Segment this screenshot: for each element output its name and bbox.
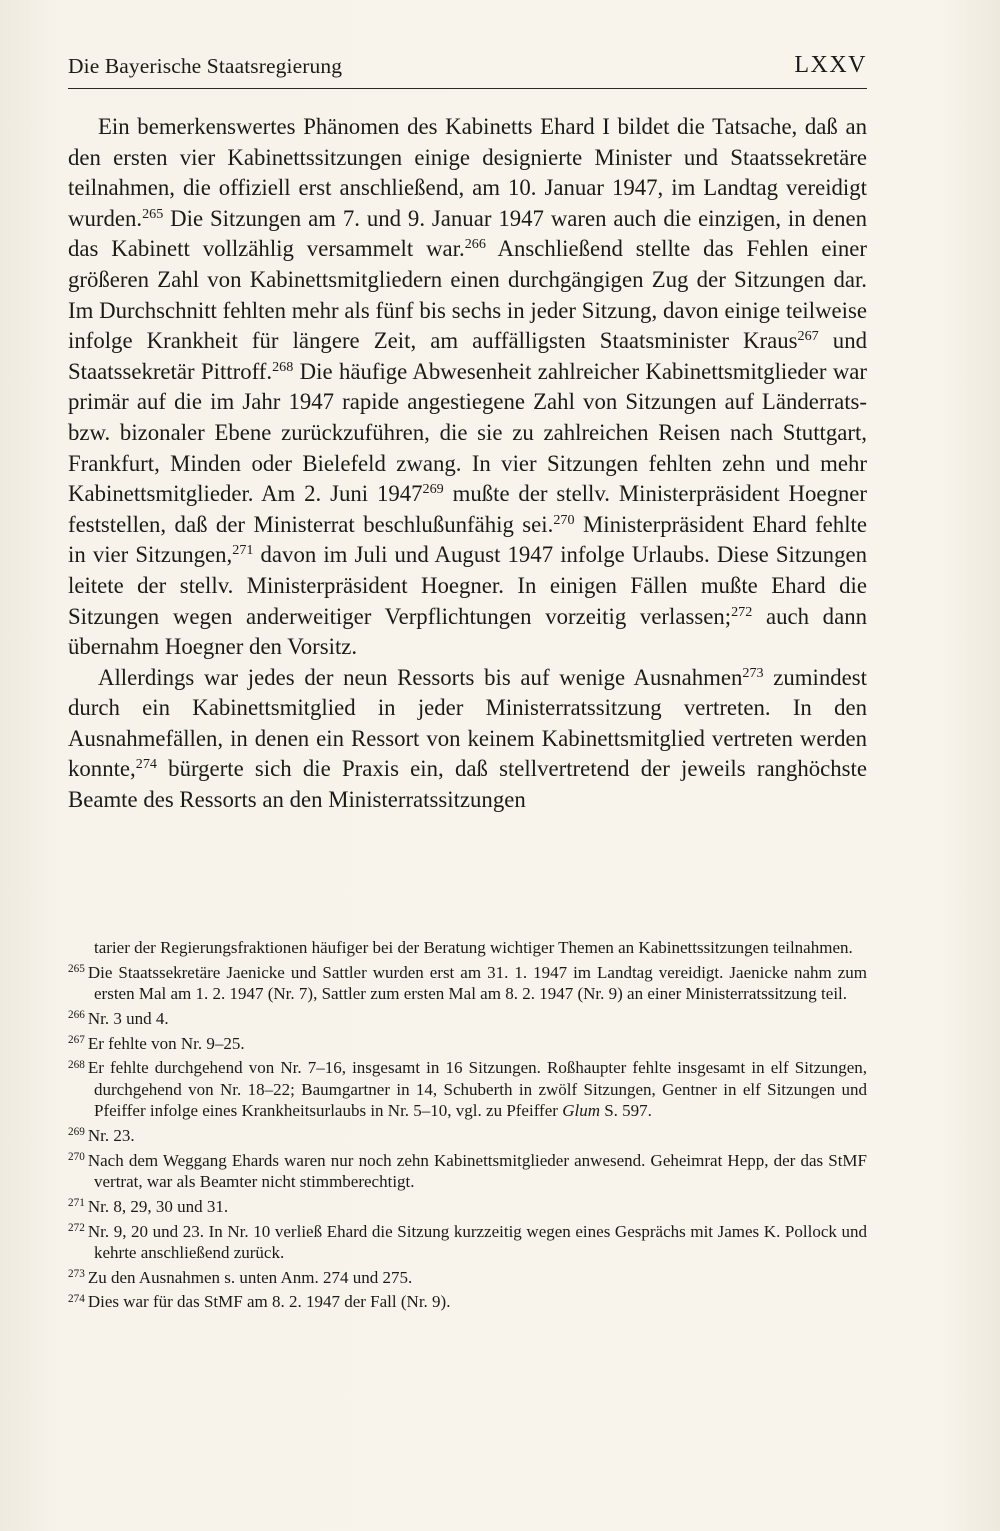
footnote-ref: 274 xyxy=(135,756,157,773)
footnote xyxy=(68,1221,867,1264)
text-run: Allerdings war jedes der neun Ressorts bis auf wenige Ausnahmen xyxy=(98,664,743,690)
text-run: Anschließend stellte das Fehlen einer größeren Zahl von Kabinettsmitgliedern einen durchgängigen Zug der Sitzungen dar. Im Durchschnitt fehlten mehr als fünf bis sechs in jeder Sitzung, davon einige teilweise infolge Krankheit für längere Zeit, am auffälligsten Staatsminister Kraus xyxy=(68,236,867,354)
text-run: davon im Juli und August 1947 infolge Urlaubs. Diese Sitzungen leitete der stellv. Ministerpräsident Hoegner. In einigen Fällen mußte Ehard die Sitzungen wegen anderweitiger Verpflichtungen vorzeitig verlassen; xyxy=(68,542,868,629)
footnote-text: Er fehlte durchgehend von Nr. 7–16, insgesamt in 16 Sitzungen. Roßhaupter fehlte insgesamt in elf Sitzungen, durchgehend von Nr. 18–22; Baumgartner in 14, Schuberth in zwölf Sitzungen, Gentner in elf Sitzungen und Pfeiffer infolge eines Krankheitsurlaubs in Nr. 5–10, vgl. zu Pfeiffer Glum S. 597. xyxy=(87,1058,867,1121)
footnote xyxy=(68,1150,867,1193)
footnote-ref: 266 xyxy=(464,236,486,253)
footnote-number: 265 xyxy=(68,963,85,976)
footnote-list xyxy=(68,962,867,1313)
text-run: Ein bemerkenswertes Phänomen des Kabinetts Ehard I bildet die Tatsache, daß an den ersten vier Kabinettssitzungen einige designierte Minister und Staatssekretäre teilnahmen, die offiziell erst anschließend, am 10. Januar 1947, im Landtag vereidigt wurden. xyxy=(68,114,867,231)
running-head xyxy=(68,48,867,89)
paragraph xyxy=(68,663,867,816)
footnote xyxy=(68,1008,867,1030)
page-number: LXXV xyxy=(794,52,867,78)
text-run: auch dann übernahm Hoegner den Vorsitz. xyxy=(68,603,867,660)
footnote-number: 267 xyxy=(68,1033,85,1046)
footnote xyxy=(68,1057,867,1122)
text-run: bürgerte sich die Praxis ein, daß stellvertretend der jeweils ranghöchste Beamte des Ressorts an den Ministerratssitzungen xyxy=(68,756,867,813)
footnote xyxy=(68,1033,867,1055)
footnote-number: 270 xyxy=(68,1151,85,1164)
text-run: Ministerpräsident Ehard fehlte in vier Sitzungen, xyxy=(68,511,867,568)
footnote-text: Zu den Ausnahmen s. unten Anm. 274 und 275. xyxy=(87,1267,413,1287)
footnote-text: Nach dem Weggang Ehards waren nur noch zehn Kabinettsmitglieder anwesend. Geheimrat Hepp, der das StMF vertrat, war als Beamter nicht stimmberechtigt. xyxy=(87,1150,867,1192)
footnote-text: Er fehlte von Nr. 9–25. xyxy=(87,1033,245,1053)
footnote-text: Nr. 8, 29, 30 und 31. xyxy=(87,1196,229,1216)
footnote-ref: 265 xyxy=(142,206,164,223)
footnote-ref: 273 xyxy=(742,664,764,681)
footnote-ref: 269 xyxy=(422,481,444,498)
text-run: mußte der stellv. Ministerpräsident Hoegner feststellen, daß der Ministerrat beschlußunfähig sei. xyxy=(68,481,867,537)
text-run: zumindest durch ein Kabinettsmitglied in jeder Ministerratssitzung vertreten. In den Ausnahmefällen, in denen ein Ressort von keinem Kabinettsmitglied vertreten werden konnte, xyxy=(68,664,867,782)
footnote-text: Nr. 9, 20 und 23. In Nr. 10 verließ Ehard die Sitzung kurzzeitig wegen eines Gesprächs mit James K. Pollock und kehrte anschließend zurück. xyxy=(87,1221,867,1262)
footnote-ref: 272 xyxy=(731,603,753,620)
footnote-text: Nr. 3 und 4. xyxy=(87,1008,169,1028)
footnote-number: 272 xyxy=(68,1221,85,1234)
footnote-number: 273 xyxy=(68,1268,85,1281)
footnote-number: 268 xyxy=(68,1058,85,1071)
text-run: Die häufige Abwesenheit zahlreicher Kabinettsmitglieder war primär auf die im Jahr 1947 rapide angestiegene Zahl von Sitzungen auf Länderrats- bzw. bizonaler Ebene zurückzuführen, die sie zu zahlreichen Reisen nach Stuttgart, Frankfurt, Minden oder Bielefeld zwang. In vier Sitzungen fehlten zehn und mehr Kabinettsmitglieder. Am 2. Juni 1947 xyxy=(68,358,868,507)
footnote-number: 274 xyxy=(68,1292,85,1305)
footnote xyxy=(68,1291,867,1313)
footnote xyxy=(68,1196,867,1218)
footnote-ref: 271 xyxy=(232,542,254,559)
footnote-text: Nr. 23. xyxy=(87,1125,135,1145)
footnote xyxy=(68,1125,867,1147)
footnote-number: 271 xyxy=(68,1197,85,1210)
footnote xyxy=(68,962,867,1005)
footnotes xyxy=(68,937,867,1316)
footnote-ref: 270 xyxy=(553,511,575,528)
text-run: und Staatssekretär Pittroff. xyxy=(68,328,867,384)
footnote-ref: 268 xyxy=(272,358,294,375)
footnote-text: Dies war für das StMF am 8. 2. 1947 der Fall (Nr. 9). xyxy=(87,1292,451,1312)
footnote-ref: 267 xyxy=(797,328,819,345)
footnote xyxy=(68,1267,867,1289)
footnote-italic: Glum xyxy=(562,1101,600,1121)
footnote-number: 266 xyxy=(68,1009,85,1022)
paragraph xyxy=(68,112,867,663)
running-title: Die Bayerische Staatsregierung xyxy=(68,54,343,78)
footnote-number: 269 xyxy=(68,1126,85,1139)
text-run: Die Sitzungen am 7. und 9. Januar 1947 waren auch die einzigen, in denen das Kabinett vollzählig versammelt war. xyxy=(68,205,867,262)
footnote-continuation: tarier der Regierungsfraktionen häufiger bei der Beratung wichtiger Themen an Kabinettssitzungen teilnahmen. xyxy=(94,938,853,957)
footnote-text: Die Staatssekretäre Jaenicke und Sattler wurden erst am 31. 1. 1947 im Landtag vereidigt. Jaenicke nahm zum ersten Mal am 1. 2. 1947 (Nr. 7), Sattler zum ersten Mal am 8. 2. 1947 (Nr. 9) an einer Ministerratssitzung teil. xyxy=(87,962,867,1004)
main-text xyxy=(68,112,867,816)
